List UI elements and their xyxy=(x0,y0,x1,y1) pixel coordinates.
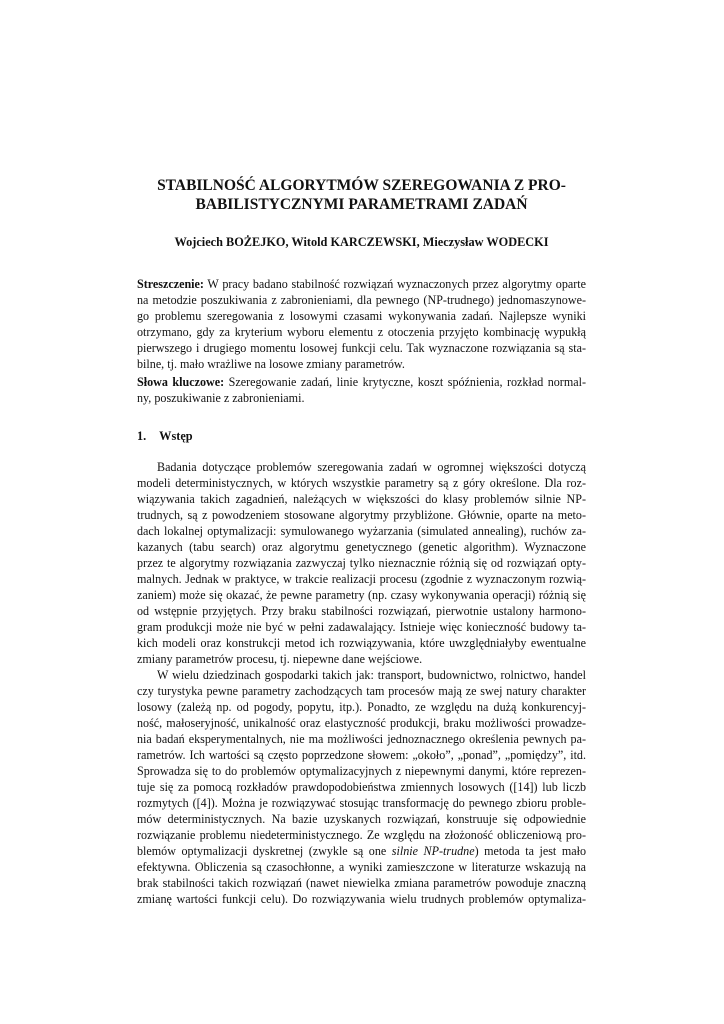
paragraph-text: ) metoda ta jest mało xyxy=(474,844,586,858)
keywords-text: Szeregowanie zadań, linie krytyczne, koszt spóźnienia, rozkład normal- xyxy=(224,375,586,389)
paragraph-1 xyxy=(137,459,586,667)
paper-title xyxy=(137,176,586,214)
paragraph-line: wiązywania takich zagadnień, należących w większości do klasy problemów silnie NP- xyxy=(137,492,586,506)
paragraph-line: rametrów. Ich wartości są często poprzedzone słowem: „około”, „ponad”, „pomiędzy”, itd. xyxy=(137,748,586,762)
paragraph-line: zmianę wartości funkcji celu). Do rozwiązywania wielu trudnych problemów optymaliza- xyxy=(137,892,586,906)
abstract-line xyxy=(137,276,586,292)
section-title: Wstęp xyxy=(159,429,193,443)
paragraph-line: malnych. Jednak w praktyce, w trakcie realizacji procesu (zgodnie z wyznaczonym rozwią- xyxy=(137,572,586,586)
paragraph-line: dach lokalnej optymalizacji: symulowanego wyżarzania (simulated annealing), ruchów za- xyxy=(137,524,586,538)
paragraph-2 xyxy=(137,667,586,907)
abstract-line: otrzymano, gdy za kryterium wyboru elementu z otoczenia przyjęto kombinację wypukłą xyxy=(137,325,586,339)
paragraph-line: modeli deterministycznych, w których wszystkie parametry są z góry określone. Dla roz- xyxy=(137,476,586,490)
abstract-line: pierwszego i drugiego momentu losowej funkcji celu. Tak wyznaczone rozwiązania są sta- xyxy=(137,341,586,355)
paragraph-line: rozwiązanie problemu niedeterministycznego. Ze względu na złożoność obliczeniową pro- xyxy=(137,828,586,842)
paragraph-line: gram produkcji może nie być w pełni zadawalający. Istnieje więc konieczność budowy ta- xyxy=(137,620,586,634)
abstract-line: bilne, tj. mało wrażliwe na losowe zmiany parametrów. xyxy=(137,357,405,371)
paragraph-line: W wielu dziedzinach gospodarki takich jak: transport, budownictwo, rolnictwo, handel xyxy=(157,668,586,682)
paragraph-line: zmiany parametrów procesu, tj. niepewne dane wejściowe. xyxy=(137,652,423,666)
keywords-line xyxy=(137,374,586,390)
paragraph-line: nia badań eksperymentalnych, nie ma możliwości jednoznacznego określenia pewnych pa- xyxy=(137,732,586,746)
abstract-label: Streszczenie: xyxy=(137,277,204,291)
paragraph-line: mów deterministycznych. Na bazie uzyskanych rozwiązań, konstruuje się odpowiednie xyxy=(137,812,586,826)
paragraph-line: zaniem) może się okazać, że pewne parametry (np. czasy wykonywania operacji) różnią się xyxy=(137,588,586,602)
keywords-line: ny, poszukiwanie z zabronieniami. xyxy=(137,391,305,405)
paragraph-line: trudnych, są z powodzeniem stosowane algorytmy przybliżone. Głównie, oparte na meto- xyxy=(137,508,586,522)
paragraph-line: czy turystyka pewne parametry zachodzących tam procesów mają ze swej natury charakter xyxy=(137,684,586,698)
paragraph-line: tuje się za pomocą rozkładów prawdopodobieństwa zmiennych losowych ([14]) lub liczb xyxy=(137,780,586,794)
paper-authors: Wojciech BOŻEJKO, Witold KARCZEWSKI, Mieczysław WODECKI xyxy=(174,235,549,249)
paragraph-line: od wstępnie przyjętych. Przy braku stabilności rozwiązań, pierwotnie ustalony harmono- xyxy=(137,604,586,618)
keywords xyxy=(137,374,586,406)
italic-term: silnie NP-trudne xyxy=(391,844,475,858)
abstract-text: W pracy badano stabilność rozwiązań wyznaczonych przez algorytmy oparte xyxy=(203,277,586,291)
abstract-line: go problemu szeregowania z losowymi czasami wykonywania zadań. Najlepsze wyniki xyxy=(137,309,586,323)
section-number: 1. xyxy=(137,429,147,443)
paragraph-line: przez te algorytmy rozwiązania zazwyczaj tylko nieznacznie różnią się od rozwiązań opty- xyxy=(137,556,586,570)
paragraph-line: ność, małoseryjność, unikalność oraz elastyczność produkcji, braku możliwości prowadze- xyxy=(137,716,586,730)
paragraph-line: rozmytych ([4]). Można je rozwiązywać stosując transformację do pewnego zbioru proble- xyxy=(137,796,586,810)
abstract-line: na metodzie poszukiwania z zabronieniami, dla pewnego (NP-trudnego) jednomaszynowe- xyxy=(137,293,586,307)
section-body xyxy=(137,459,586,907)
paragraph-line: Badania dotyczące problemów szeregowania zadań w ogromnej większości dotyczą xyxy=(157,460,586,474)
paragraph-text: blemów optymalizacji dyskretnej (zwykle są one xyxy=(137,844,392,858)
paragraph-line: kich modeli oraz konstrukcji metod ich rozwiązywania, które uwzględniałyby ewentualne xyxy=(137,636,586,650)
paragraph-line: efektywna. Obliczenia są czasochłonne, a wyniki zamieszczone w literaturze wskazują na xyxy=(137,860,586,874)
keywords-label: Słowa kluczowe: xyxy=(137,375,225,389)
paper-page xyxy=(137,0,586,1024)
paragraph-line: kazanych (tabu search) oraz algorytmu genetycznego (genetic algorithm). Wyznaczone xyxy=(137,540,586,554)
paragraph-line: losowy (zależą np. od pogody, popytu, itp.). Ponadto, ze względu na dużą konkurencyj- xyxy=(137,700,586,714)
paragraph-line xyxy=(137,843,586,859)
paragraph-line: Sprowadza się to do problemów optymalizacyjnych z niepewnymi danymi, które reprezen- xyxy=(137,764,586,778)
section-heading xyxy=(137,428,586,444)
paragraph-line: brak stabilności takich rozwiązań (nawet niewielka zmiana parametrów powoduje znaczną xyxy=(137,876,586,890)
paper-title-line-2: BABILISTYCZNYMI PARAMETRAMI ZADAŃ xyxy=(195,196,528,213)
abstract xyxy=(137,276,586,372)
paper-title-line-1: STABILNOŚĆ ALGORYTMÓW SZEREGOWANIA Z PRO- xyxy=(157,177,566,194)
